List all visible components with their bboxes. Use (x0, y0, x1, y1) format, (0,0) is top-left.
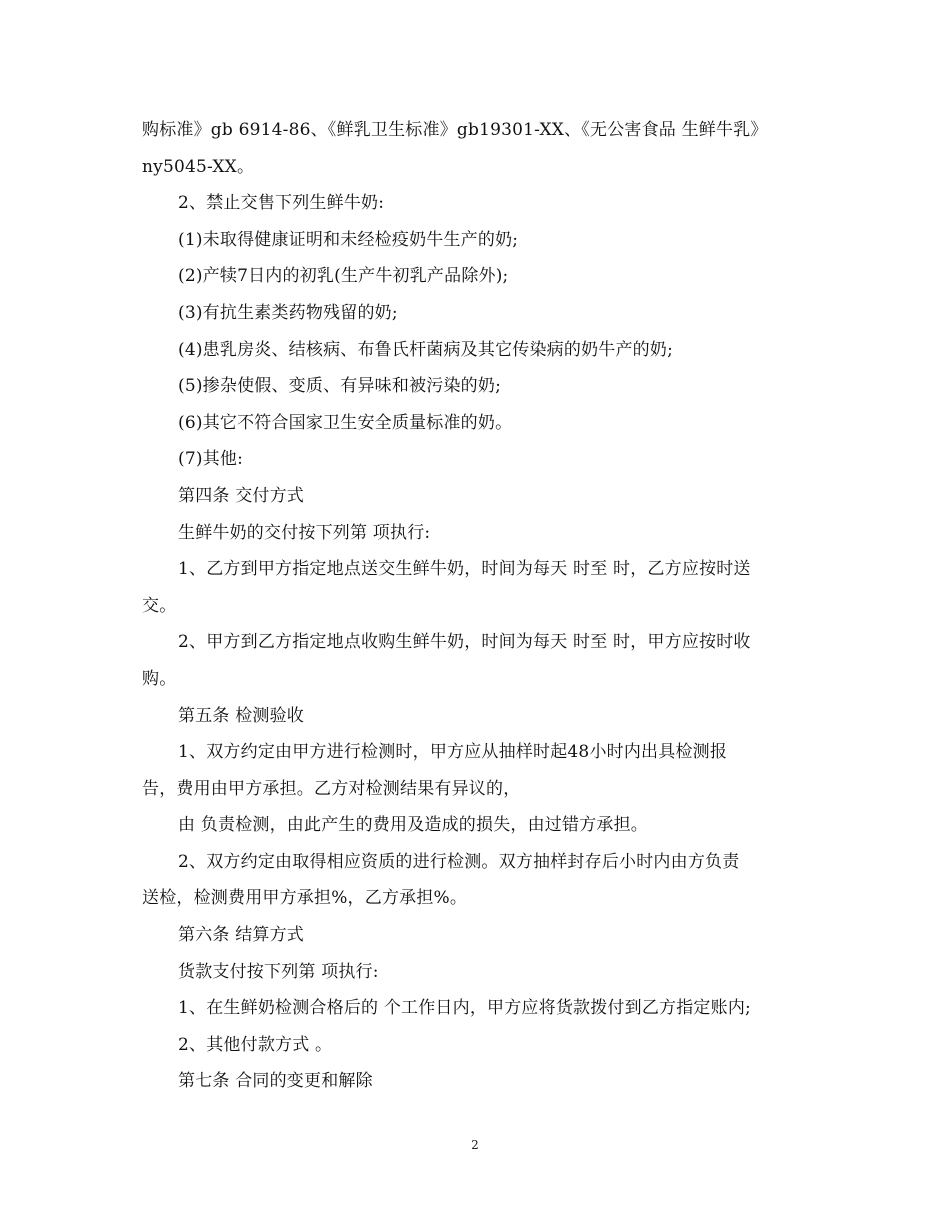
text-line: 第四条 交付方式 (178, 485, 305, 506)
text-line: 第六条 结算方式 (178, 925, 305, 946)
text-line: 2、禁止交售下列生鲜牛奶: (178, 193, 385, 214)
text-line: 1、双方约定由甲方进行检测时，甲方应从抽样时起48小时内出具检测报 (178, 742, 728, 763)
text-line: 购标准》gb 6914-86、《鲜乳卫生标准》gb19301-XX、《无公害食品 生鲜牛乳》 (142, 120, 768, 140)
text-line: (2)产犊7日内的初乳(生产牛初乳产品除外); (178, 266, 509, 287)
text-line: 2、甲方到乙方指定地点收购生鲜牛奶，时间为每天 时至 时，甲方应按时收 (178, 632, 751, 653)
text-line: 购。 (142, 668, 177, 689)
text-line: (3)有抗生素类药物残留的奶; (178, 302, 398, 323)
text-line: 告，费用由甲方承担。乙方对检测结果有异议的， (142, 778, 521, 799)
text-line: 2、其他付款方式 。 (178, 1034, 333, 1055)
text-line: ny5045-XX。 (142, 156, 255, 177)
text-line: 1、乙方到甲方指定地点送交生鲜牛奶，时间为每天 时至 时，乙方应按时送 (178, 559, 751, 580)
page-number: 2 (471, 1138, 479, 1152)
text-line: 货款支付按下列第 项执行: (178, 961, 379, 982)
text-line: 1、在生鲜奶检测合格后的 个工作日内，甲方应将货款拨付到乙方指定账内; (178, 998, 751, 1019)
text-line: 交。 (142, 595, 177, 616)
text-line: 由 负责检测，由此产生的费用及造成的损失，由过错方承担。 (178, 815, 649, 836)
text-line: 第五条 检测验收 (178, 705, 305, 726)
text-line: (1)未取得健康证明和未经检疫奶牛生产的奶; (178, 229, 519, 250)
text-line: (6)其它不符合国家卫生安全质量标准的奶。 (178, 412, 513, 433)
document-body (142, 112, 812, 1100)
text-line: 送检，检测费用甲方承担%，乙方承担%。 (142, 888, 468, 909)
text-line: (5)掺杂使假、变质、有异味和被污染的奶; (178, 376, 502, 397)
text-line: (4)患乳房炎、结核病、布鲁氏杆菌病及其它传染病的奶牛产的奶; (178, 339, 674, 360)
text-line: (7)其他: (178, 449, 244, 470)
text-line: 2、双方约定由取得相应资质的进行检测。双方抽样封存后小时内由方负责 (178, 851, 740, 872)
text-line: 第七条 合同的变更和解除 (178, 1071, 373, 1092)
text-line: 生鲜牛奶的交付按下列第 项执行: (178, 522, 431, 543)
